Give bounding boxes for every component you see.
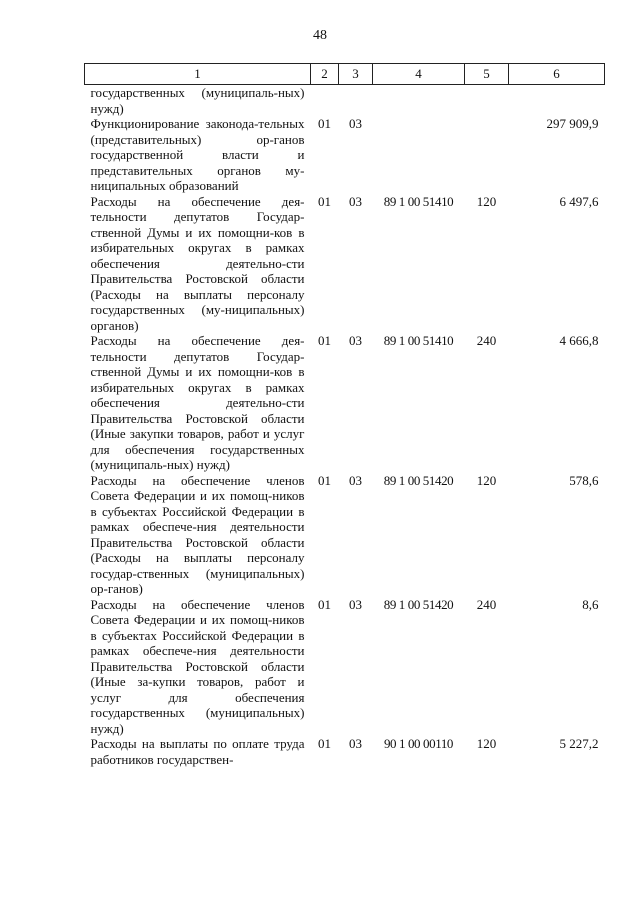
row-description: Расходы на обеспечение дея-тельности депутатов Государ-ственной Думы и их помощни-ков в избирательных округах в рамках обеспечения деятельно-сти Правительства Ростовской области (Иные закупки товаров, работ и услуг для обеспечения государственных (муниципаль-ных) нужд) xyxy=(90,333,305,472)
row-target-code: 89 1 00 51420 xyxy=(383,596,454,612)
column-header-1: 1 xyxy=(85,64,311,85)
table-row xyxy=(85,736,605,767)
column-header-2: 2 xyxy=(311,64,339,85)
row-target-code: 89 1 00 51410 xyxy=(383,193,454,209)
column-header-5: 5 xyxy=(465,64,509,85)
row-expense-type-code: 120 xyxy=(476,736,497,751)
row-description: Расходы на обеспечение членов Совета Федерации и их помощ-ников в субъектах Российской Федерации в рамках обеспече-ния деятельности Правительства Ростовской области (Иные за-купки товаров, работ и услуг для обеспечения государственных (муниципальных) нужд) xyxy=(90,596,305,736)
row-subsection-code: 03 xyxy=(349,333,362,348)
row-subsection-code: 03 xyxy=(349,193,362,209)
row-amount: 578,6 xyxy=(569,472,599,488)
row-expense-type-code: 240 xyxy=(476,596,497,612)
row-amount: 5 227,2 xyxy=(559,736,599,751)
row-section-code: 01 xyxy=(318,333,331,348)
row-amount: 8,6 xyxy=(582,596,599,612)
page-number: 48 xyxy=(313,28,327,43)
row-target-code: 89 1 00 51420 xyxy=(383,472,454,488)
column-header-3: 3 xyxy=(339,64,373,85)
row-section-code: 01 xyxy=(318,736,331,751)
column-header-4: 4 xyxy=(373,64,465,85)
row-subsection-code: 03 xyxy=(349,736,362,751)
row-expense-type-code: 120 xyxy=(476,472,497,488)
row-target-code xyxy=(373,116,465,194)
row-amount: 297 909,9 xyxy=(546,116,599,131)
row-amount: 4 666,8 xyxy=(559,333,599,348)
row-expense-type-code: 120 xyxy=(476,193,497,209)
row-subsection-code: 03 xyxy=(349,596,362,612)
row-section-code: 01 xyxy=(318,193,331,209)
header-row xyxy=(85,64,605,85)
table-row xyxy=(85,473,605,597)
row-description: Расходы на выплаты по оплате труда работников государствен- xyxy=(90,736,305,767)
column-header-6: 6 xyxy=(509,64,605,85)
row-section-code: 01 xyxy=(318,472,331,488)
table-row xyxy=(85,116,605,194)
continuation-text: государственных (муниципаль-ных) нужд) xyxy=(90,85,305,116)
table-row xyxy=(85,333,605,473)
row-description: Расходы на обеспечение дея-тельности депутатов Государ-ственной Думы и их помощни-ков в избирательных округах в рамках обеспечения деятельно-сти Правительства Ростовской области (Расходы на выплаты персоналу государственных (му-ниципальных) органов) xyxy=(90,193,305,333)
row-expense-type-code xyxy=(465,116,509,194)
row-target-code: 89 1 00 51410 xyxy=(383,333,454,348)
row-expense-type-code: 240 xyxy=(476,333,497,348)
row-subsection-code: 03 xyxy=(349,472,362,488)
row-amount: 6 497,6 xyxy=(559,193,599,209)
row-section-code: 01 xyxy=(318,116,331,131)
row-description: Функционирование законода-тельных (представительных) ор-ганов государственной власти и представительных органов му-ниципальных образований xyxy=(90,116,305,193)
continuation-row xyxy=(85,85,605,117)
row-section-code: 01 xyxy=(318,596,331,612)
row-subsection-code: 03 xyxy=(349,116,362,131)
table-row xyxy=(85,194,605,334)
budget-table xyxy=(84,63,605,767)
row-description: Расходы на обеспечение членов Совета Федерации и их помощ-ников в субъектах Российской Федерации в рамках обеспече-ния деятельности Правительства Ростовской области (Расходы на выплаты персоналу государ-ственных (муниципальных) ор-ганов) xyxy=(90,472,305,596)
row-target-code: 90 1 00 00110 xyxy=(383,736,454,751)
table-row xyxy=(85,597,605,737)
